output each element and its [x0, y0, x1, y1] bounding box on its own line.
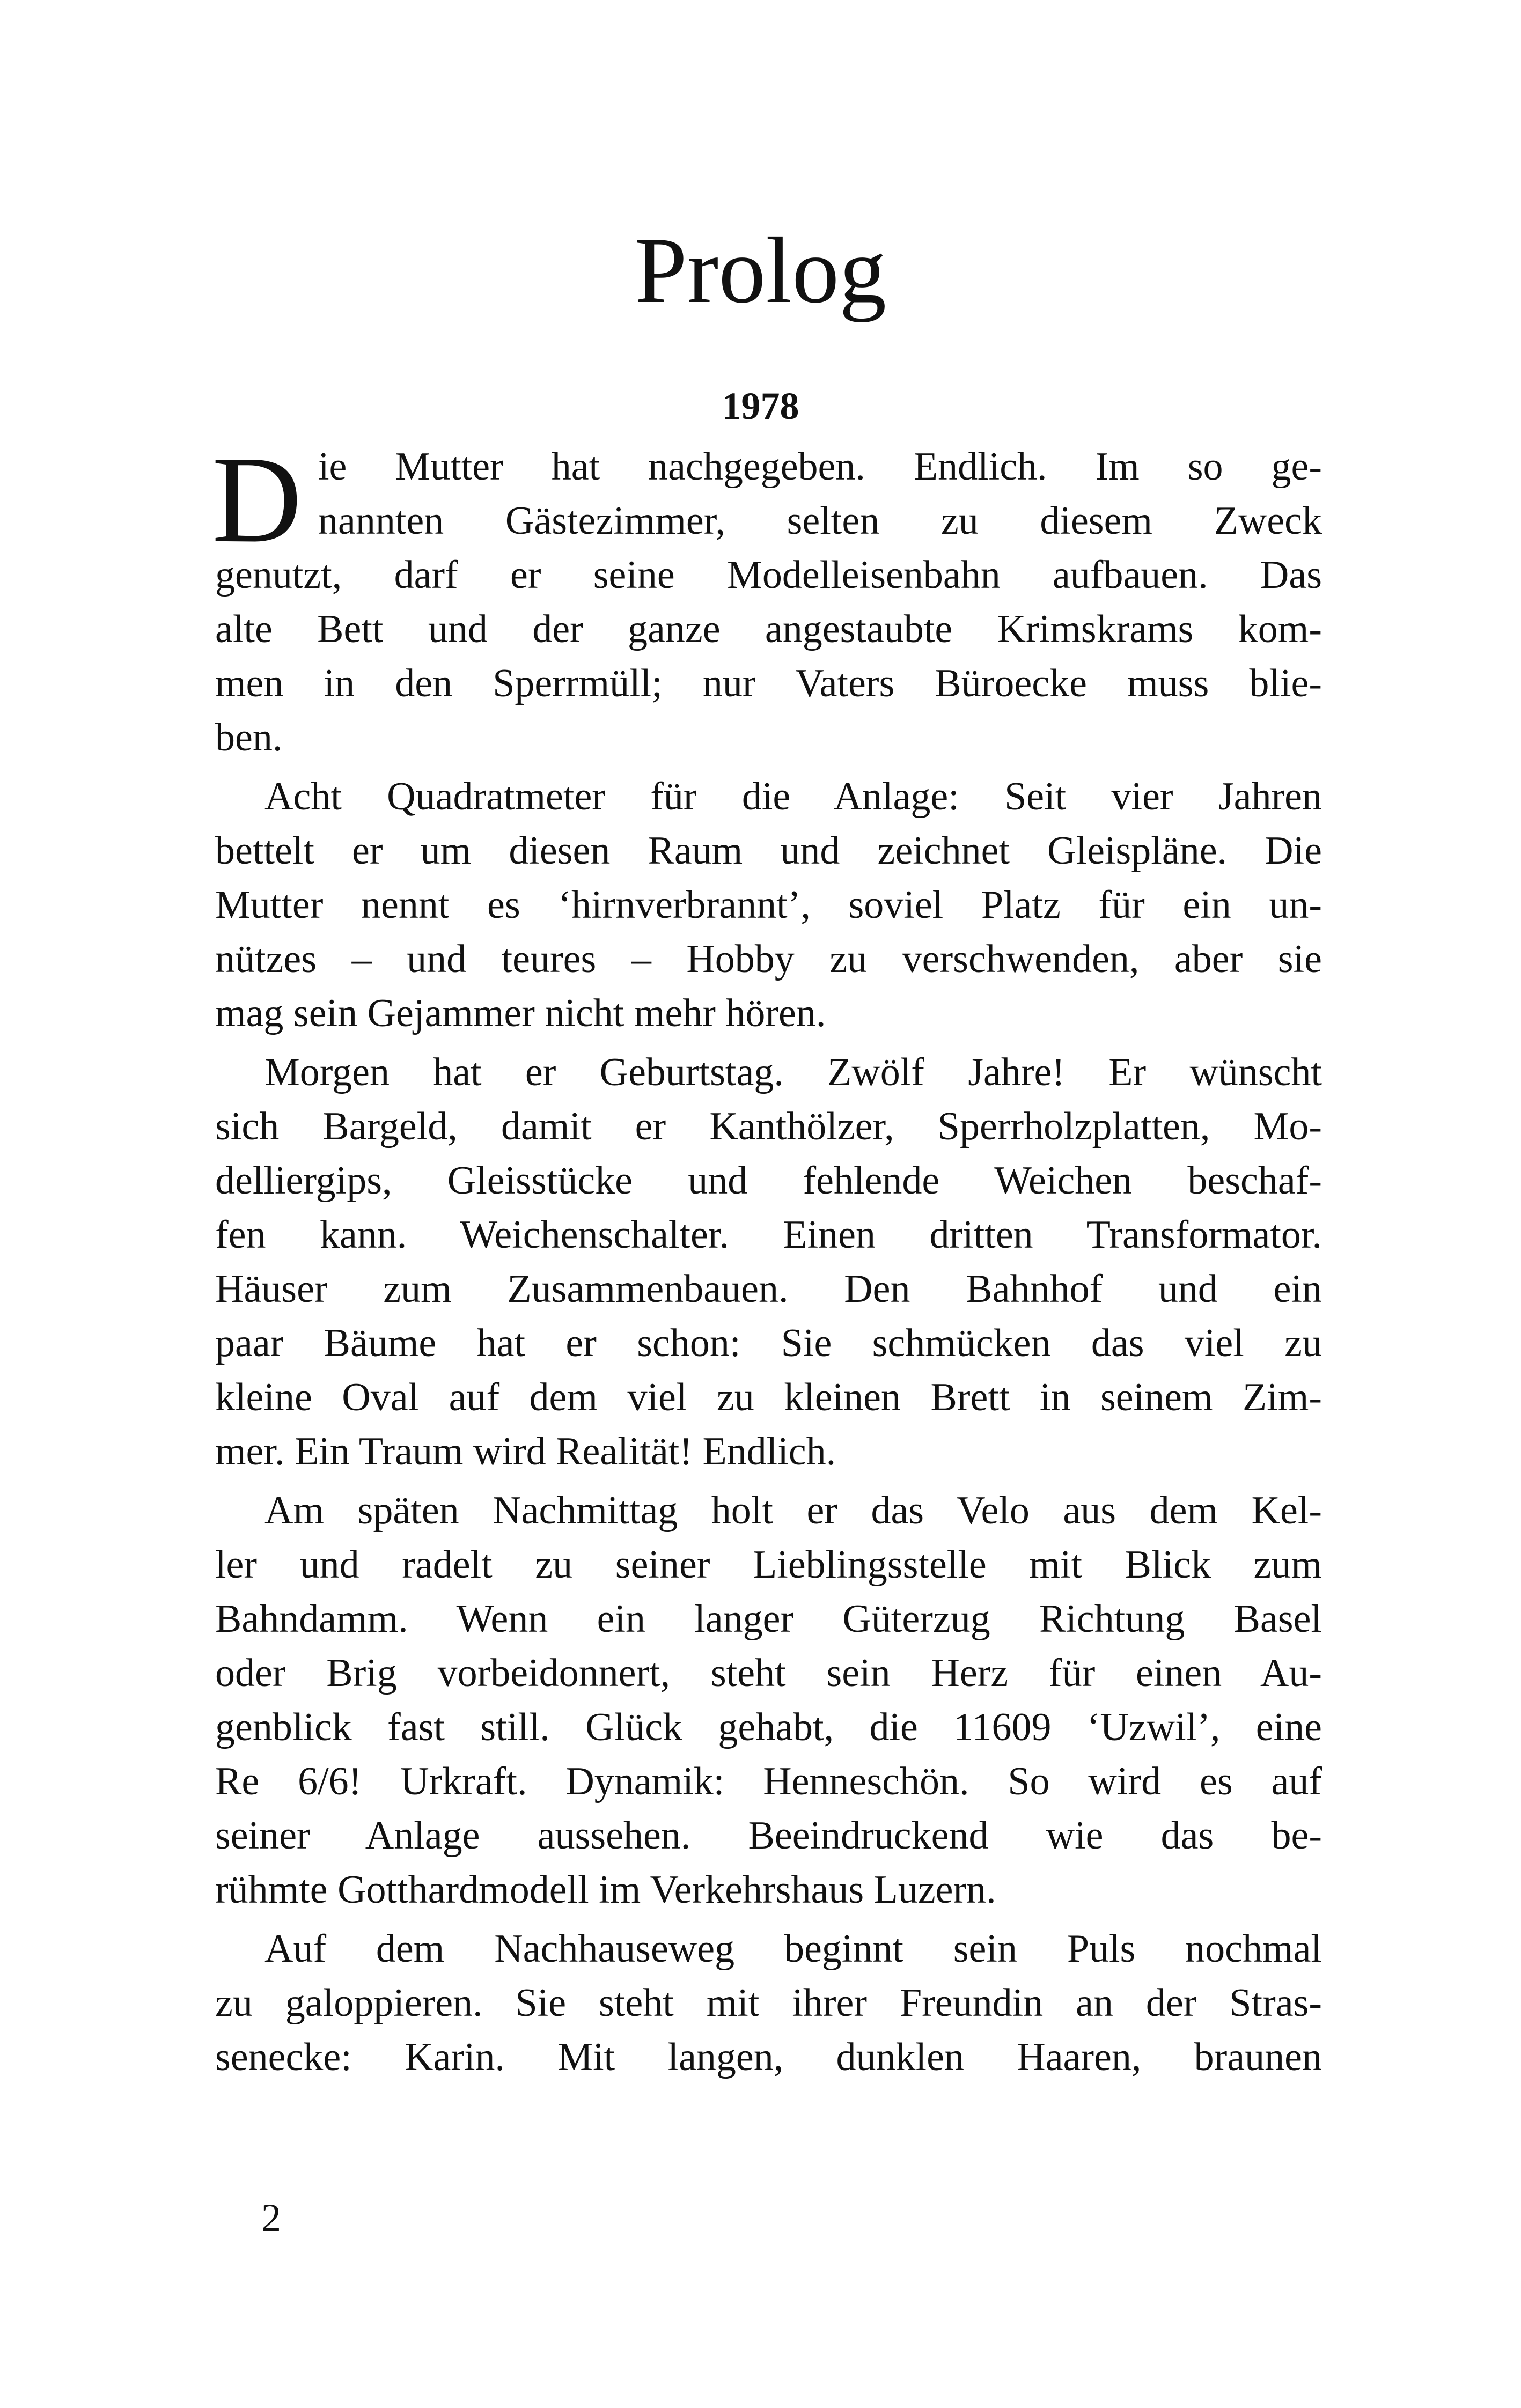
text-line: ben.	[215, 716, 283, 760]
text-line: senecke: Karin. Mit langen, dunklen Haaren, braunen	[215, 2035, 1322, 2079]
text-line: Bahndamm. Wenn ein langer Güterzug Richtung Basel	[215, 1597, 1322, 1641]
text-line: alte Bett und der ganze angestaubte Krimskrams kom-	[215, 607, 1322, 651]
paragraph-gap	[215, 1917, 1322, 1922]
paragraph-gap	[215, 1479, 1322, 1484]
text-line: Acht Quadratmeter für die Anlage: Seit vier Jahren	[264, 775, 1322, 819]
text-line: nannten Gästezimmer, selten zu diesem Zweck	[318, 499, 1322, 543]
text-line: bettelt er um diesen Raum und zeichnet Gleispläne. Die	[215, 829, 1322, 873]
page-number: 2	[261, 2196, 281, 2240]
text-line: genutzt, darf er seine Modelleisenbahn aufbauen. Das	[215, 553, 1322, 597]
text-line: Auf dem Nachhauseweg beginnt sein Puls nochmal	[264, 1927, 1322, 1971]
chapter-year: 1978	[722, 385, 799, 428]
text-line: ie Mutter hat nachgegeben. Endlich. Im so ge-	[318, 445, 1322, 489]
paragraph-gap	[215, 1041, 1322, 1045]
text-line: delliergips, Gleisstücke und fehlende Weichen beschaf-	[215, 1159, 1322, 1203]
text-line: fen kann. Weichenschalter. Einen dritten Transformator.	[215, 1213, 1322, 1257]
text-line: sich Bargeld, damit er Kanthölzer, Sperrholzplatten, Mo-	[215, 1104, 1322, 1148]
text-line: mag sein Gejammer nicht mehr hören.	[215, 991, 826, 1035]
text-line: Re 6/6! Urkraft. Dynamik: Henneschön. So wird es auf	[215, 1759, 1322, 1803]
text-line: seiner Anlage aussehen. Beeindruckend wie das be-	[215, 1814, 1322, 1858]
text-line: genblick fast still. Glück gehabt, die 11609 ‘Uzwil’, eine	[215, 1705, 1322, 1749]
text-line: zu galoppieren. Sie steht mit ihrer Freundin an der Stras-	[215, 1981, 1322, 2025]
text-line: nützes – und teures – Hobby zu verschwenden, aber sie	[215, 937, 1322, 981]
text-line: rühmte Gotthardmodell im Verkehrshaus Luzern.	[215, 1868, 996, 1912]
text-line: ler und radelt zu seiner Lieblingsstelle mit Blick zum	[215, 1543, 1322, 1587]
text-line: men in den Sperrmüll; nur Vaters Büroecke muss blie-	[215, 661, 1322, 705]
text-line: Morgen hat er Geburtstag. Zwölf Jahre! Er wünscht	[264, 1050, 1322, 1094]
text-line: oder Brig vorbeidonnert, steht sein Herz für einen Au-	[215, 1651, 1322, 1695]
text-line: mer. Ein Traum wird Realität! Endlich.	[215, 1430, 836, 1474]
text-line: Am späten Nachmittag holt er das Velo aus dem Kel-	[264, 1489, 1322, 1533]
text-line: paar Bäume hat er schon: Sie schmücken das viel zu	[215, 1321, 1322, 1365]
paragraph-gap	[215, 765, 1322, 770]
text-line: Häuser zum Zusammenbauen. Den Bahnhof und ein	[215, 1267, 1322, 1311]
text-line: kleine Oval auf dem viel zu kleinen Brett in seinem Zim-	[215, 1375, 1322, 1419]
chapter-title: Prolog	[634, 218, 887, 323]
drop-cap: D	[212, 431, 302, 569]
body-text	[212, 431, 1322, 2085]
text-line: Mutter nennt es ‘hirnverbrannt’, soviel Platz für ein un-	[215, 883, 1322, 927]
